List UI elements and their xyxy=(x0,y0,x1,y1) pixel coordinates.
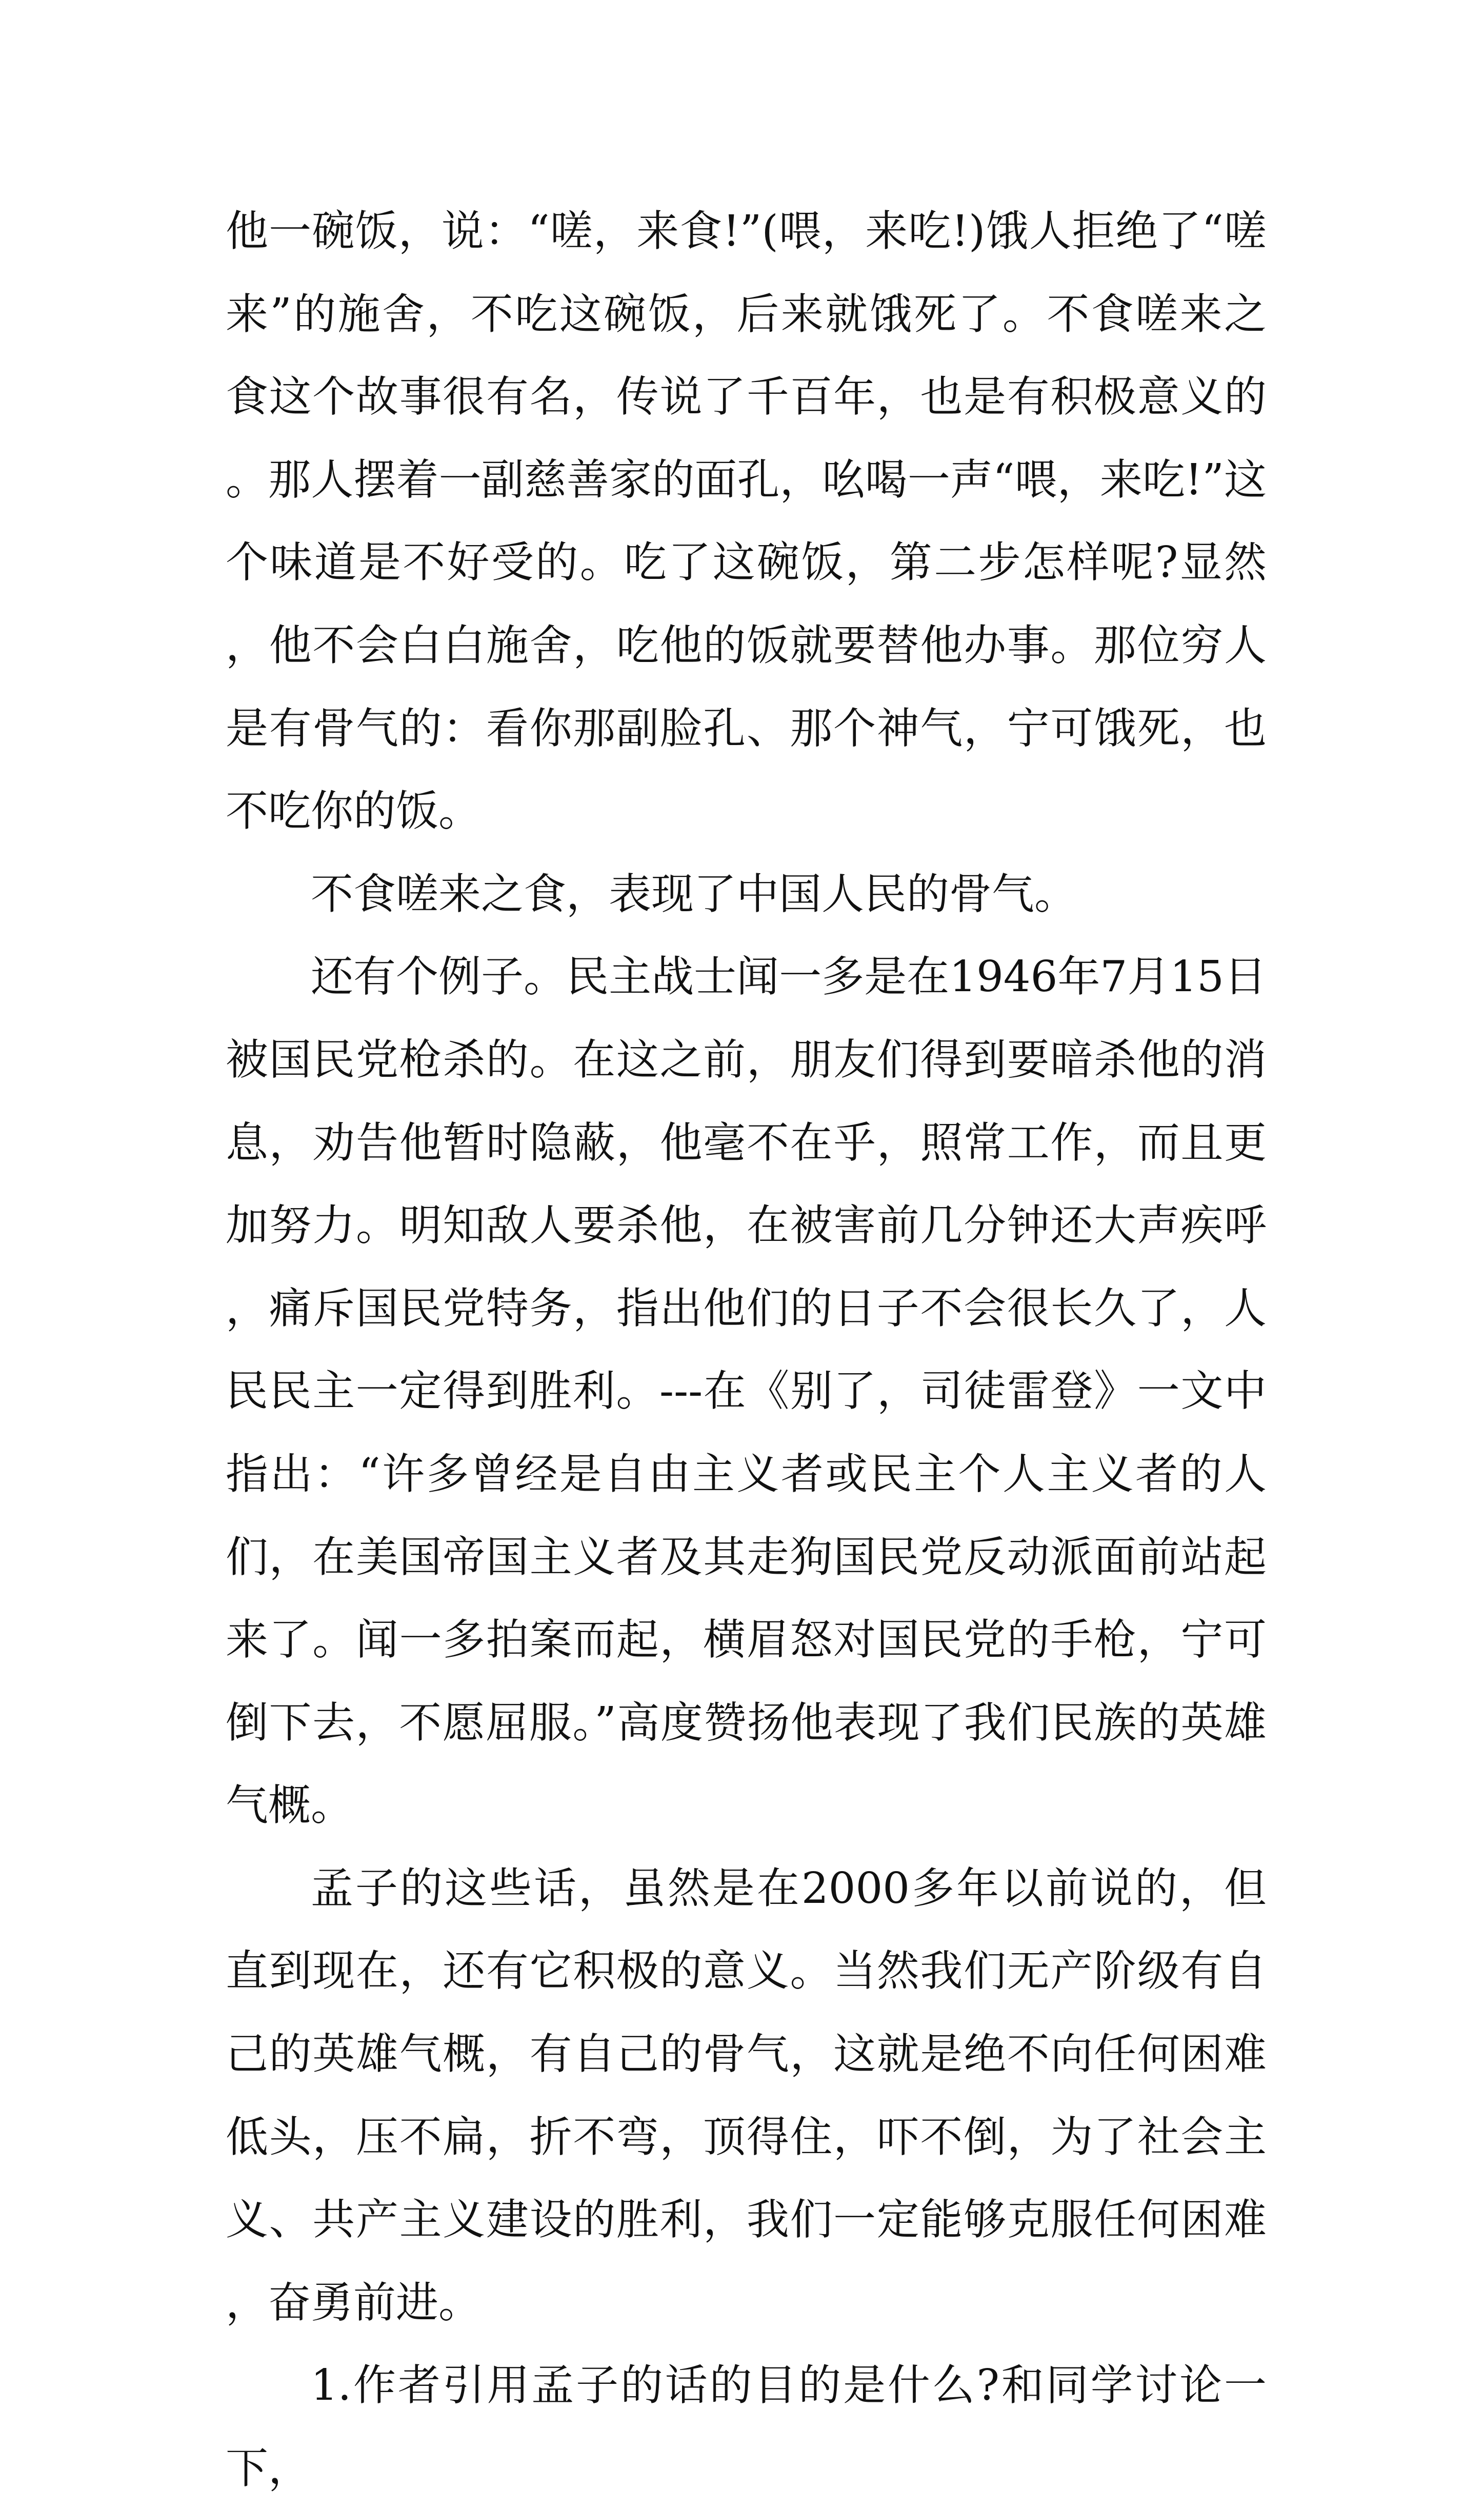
paragraph: 还有个例子。民主战士闻一多是在1946年7月15日被国民党枪杀的。在这之前，朋友们得到要暗杀他的消息，劝告他暂时隐蔽，他毫不在乎，照常工作，而且更加努力。明知敌人要杀他，在被害前几分钟还大声疾呼，痛斥国民党特务，指出他们的日子不会很长久了，人民民主一定得到胜利。---在《别了，司徒雷登》一文中指出：“许多曾经是自由主义者或民主个人主义者的人们，在美国帝国主义者及其走狗国民党反动派面前站起来了。闻一多拍案而起，横眉怒对国民党的手枪，宁可倒下去，不愿屈服。”高度赞扬他表现了我们民族的英雄气概。 xyxy=(226,952,1267,1831)
paragraph: 不食嗟来之食，表现了中国人民的骨气。 xyxy=(311,869,1077,919)
body-text xyxy=(226,190,1267,2510)
paragraph: 孟子的这些话，虽然是在2000多年以前说的，但直到现在，还有它积极的意义。当然我们无产阶级有自己的英雄气概，有自己的骨气，这就是绝不向任何困难低头，压不扁，折不弯，顶得住，吓不倒，为了社会主义、共产主义建设的胜利，我们一定能够克服任何困难，奋勇前进。 xyxy=(226,1863,1267,2327)
paragraph: 他一碗饭，说：“嗟，来食!”(喂，来吃!)饿人拒绝了“嗟来”的施舍，不吃这碗饭，后来就饿死了。不食嗟来之食这个故事很有名，传说了千百年，也是有积极意义的。那人摆着一副慈善家的面孔，吆喝一声“喂，来吃!”这个味道是不好受的。吃了这碗饭，第二步怎样呢?显然，他不会白白施舍，吃他的饭就要替他办事。那位穷人是有骨气的：看你那副脸孔、那个神气，宁可饿死，也不吃你的饭。 xyxy=(226,206,1267,836)
question-item: 1.作者引用孟子的话的目的是什么?和同学讨论一下， xyxy=(226,2360,1267,2494)
